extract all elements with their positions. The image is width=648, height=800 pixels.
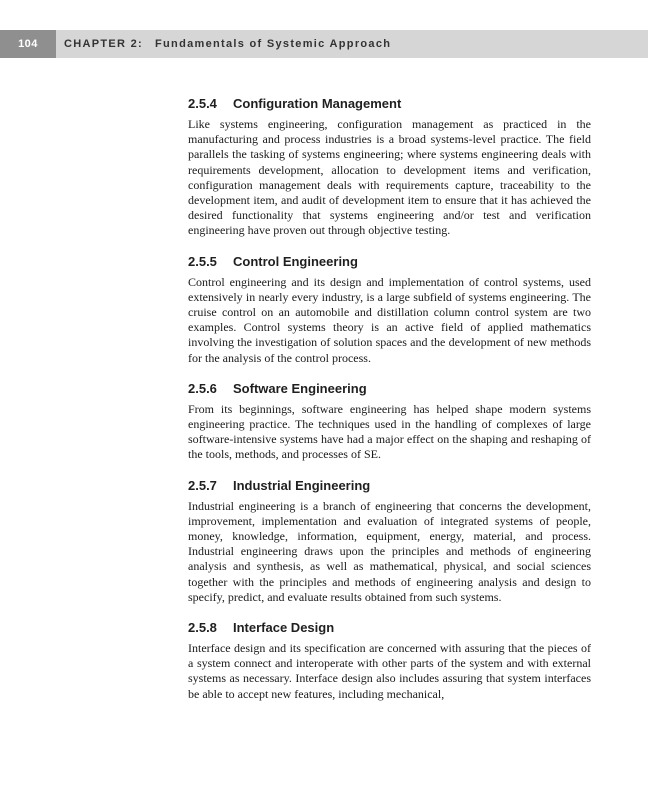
section-paragraph: From its beginnings, software engineering has helped shape modern systems engineering practice. The techniques used in the handling of complexes of large software-intensive systems have had a major effect on the shaping and reshaping of the tools, methods, and processes of SE.	[188, 401, 591, 462]
running-head	[64, 30, 391, 58]
section-paragraph: Like systems engineering, configuration management as practiced in the manufacturing and process industries is a broad systems-level practice. The field parallels the tasking of systems engineering; where systems engineering deals with requirements development, allocation to development items and verification, configuration management deals with requirements capture, traceability to the development item, and audit of development item to ensure that it has achieved the desired functionality that systems engineering and/or test and verification engineering have proven out through objective testing.	[188, 117, 591, 238]
section-paragraph: Control engineering and its design and implementation of control systems, used extensively in nearly every industry, is a large subfield of systems engineering. The cruise control on an automobile and distillation column control system are two examples. Control systems theory is an active field of applied mathematics involving the investigation of solution spaces and the development of new methods for the analysis of the control process.	[188, 274, 591, 365]
section-number: 2.5.7	[188, 477, 217, 493]
section-title: Control Engineering	[233, 253, 358, 269]
section-interface-design	[188, 619, 591, 702]
section-number: 2.5.8	[188, 620, 217, 636]
section-control-engineering	[188, 253, 591, 366]
section-paragraph: Interface design and its specification are concerned with assuring that the pieces of a system connect and interoperate with other parts of the system and with external systems as necessary. Interface design also includes assuring that system interfaces be able to accept new features, including mechanical,	[188, 641, 591, 701]
section-heading	[188, 477, 591, 494]
section-paragraph: Industrial engineering is a branch of engineering that concerns the development, improvement, implementation and evaluation of integrated systems of people, money, knowledge, information, equipment, energy, material, and process. Industrial engineering draws upon the principles and methods of engineering analysis and synthesis, as well as mathematical, physical, and social sciences together with the principles and methods of engineering analysis and design to specify, predict, and evaluate results obtained from such systems.	[188, 498, 591, 604]
section-heading	[188, 253, 591, 270]
running-header	[0, 30, 648, 58]
section-heading	[188, 380, 591, 397]
section-heading	[188, 95, 591, 112]
section-number: 2.5.5	[188, 253, 217, 269]
section-number: 2.5.6	[188, 380, 217, 396]
section-number: 2.5.4	[188, 96, 217, 111]
section-industrial-engineering	[188, 477, 591, 605]
section-title: Configuration Management	[233, 96, 402, 111]
chapter-title: Fundamentals of Systemic Approach	[155, 38, 392, 50]
section-title: Interface Design	[233, 620, 335, 636]
page-number: 104	[0, 30, 56, 58]
section-heading	[188, 619, 591, 636]
section-title: Industrial Engineering	[233, 477, 371, 493]
page-body	[188, 95, 591, 716]
section-configuration-management	[188, 95, 591, 239]
section-title: Software Engineering	[233, 380, 367, 396]
chapter-label: CHAPTER 2:	[64, 38, 144, 50]
section-software-engineering	[188, 380, 591, 463]
